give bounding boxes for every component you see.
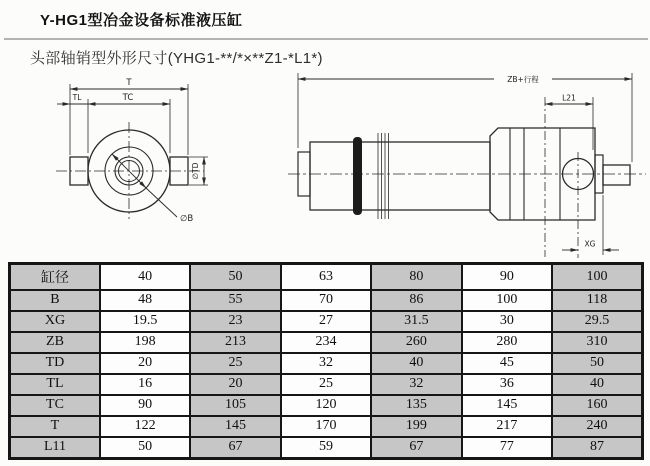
table-cell: 105	[190, 395, 280, 416]
table-cell: 260	[371, 332, 461, 353]
table-cell: 20	[100, 353, 190, 374]
table-cell: 122	[100, 416, 190, 437]
row-header-cell: XG	[10, 311, 100, 332]
table-cell: 27	[281, 311, 371, 332]
table-cell: 63	[281, 264, 371, 290]
row-header-cell: L11	[10, 437, 100, 459]
table-cell: 20	[190, 374, 280, 395]
dim-label-xg: XG	[584, 239, 596, 249]
row-header-cell: TD	[10, 353, 100, 374]
table-cell: 67	[371, 437, 461, 459]
table-cell: 160	[552, 395, 642, 416]
table-cell: 40	[100, 264, 190, 290]
table-row	[10, 311, 643, 332]
dim-label-l21: L21	[562, 93, 576, 103]
row-header-cell: 缸径	[10, 264, 100, 290]
dim-label-zb-stroke: ZB+行程	[507, 75, 539, 84]
table-cell: 213	[190, 332, 280, 353]
row-header-cell: TC	[10, 395, 100, 416]
table-cell: 100	[552, 264, 642, 290]
table-cell: 67	[190, 437, 280, 459]
table-cell: 120	[281, 395, 371, 416]
table-cell: 145	[462, 395, 552, 416]
table-cell: 29.5	[552, 311, 642, 332]
zb-extension-lines	[298, 73, 632, 162]
table-cell: 36	[462, 374, 552, 395]
spec-table	[8, 262, 644, 460]
table-cell: 59	[281, 437, 371, 459]
table-cell: 50	[190, 264, 280, 290]
table-cell: 70	[281, 290, 371, 311]
table-cell: 145	[190, 416, 280, 437]
dim-label-tc: TC	[122, 93, 134, 103]
table-row	[10, 395, 643, 416]
table-cell: 198	[100, 332, 190, 353]
row-header-cell: ZB	[10, 332, 100, 353]
table-cell: 234	[281, 332, 371, 353]
table-cell: 118	[552, 290, 642, 311]
table-cell: 23	[190, 311, 280, 332]
technical-drawings	[0, 60, 650, 262]
table-cell: 32	[371, 374, 461, 395]
dim-label-tl: TL	[72, 93, 82, 102]
dia-b-leader	[146, 188, 177, 217]
table-cell: 80	[371, 264, 461, 290]
table-cell: 77	[462, 437, 552, 459]
table-cell: 55	[190, 290, 280, 311]
table-cell: 217	[462, 416, 552, 437]
table-row	[10, 437, 643, 459]
table-cell: 40	[371, 353, 461, 374]
table-cell: 310	[552, 332, 642, 353]
side-view-drawing	[288, 73, 646, 258]
front-view-drawing	[56, 78, 208, 224]
table-cell: 16	[100, 374, 190, 395]
table-cell: 48	[100, 290, 190, 311]
page-subtitle: 头部轴销型外形尺寸(YHG1-**/*×**Z1-*L1*)	[30, 50, 323, 67]
table-row	[10, 374, 643, 395]
table-cell: 25	[190, 353, 280, 374]
table-cell: 50	[100, 437, 190, 459]
table-cell: 199	[371, 416, 461, 437]
table-cell: 90	[100, 395, 190, 416]
table-cell: 30	[462, 311, 552, 332]
table-cell: 100	[462, 290, 552, 311]
table-cell: 45	[462, 353, 552, 374]
table-cell: 50	[552, 353, 642, 374]
row-header-cell: TL	[10, 374, 100, 395]
table-cell: 170	[281, 416, 371, 437]
table-cell: 240	[552, 416, 642, 437]
row-header-cell: B	[10, 290, 100, 311]
table-cell: 19.5	[100, 311, 190, 332]
title-divider	[4, 38, 648, 40]
table-row	[10, 264, 643, 290]
seal-band	[353, 137, 362, 215]
table-cell: 32	[281, 353, 371, 374]
cylinder-tube	[310, 142, 490, 210]
row-header-cell: T	[10, 416, 100, 437]
table-cell: 40	[552, 374, 642, 395]
table-cell: 280	[462, 332, 552, 353]
table-cell: 31.5	[371, 311, 461, 332]
table-cell: 90	[462, 264, 552, 290]
break-lines	[378, 133, 389, 219]
dim-label-dia-td: ∅TD	[191, 162, 200, 180]
rod-end	[603, 165, 630, 185]
dim-label-dia-b: ∅B	[180, 214, 194, 224]
table-cell: 135	[371, 395, 461, 416]
page-title: Y-HG1型冶金设备标准液压缸	[40, 12, 243, 29]
table-cell: 86	[371, 290, 461, 311]
dim-label-t: T	[126, 78, 132, 88]
table-row	[10, 353, 643, 374]
table-row	[10, 332, 643, 353]
table-row	[10, 290, 643, 311]
table-cell: 87	[552, 437, 642, 459]
table-cell: 25	[281, 374, 371, 395]
table-row	[10, 416, 643, 437]
